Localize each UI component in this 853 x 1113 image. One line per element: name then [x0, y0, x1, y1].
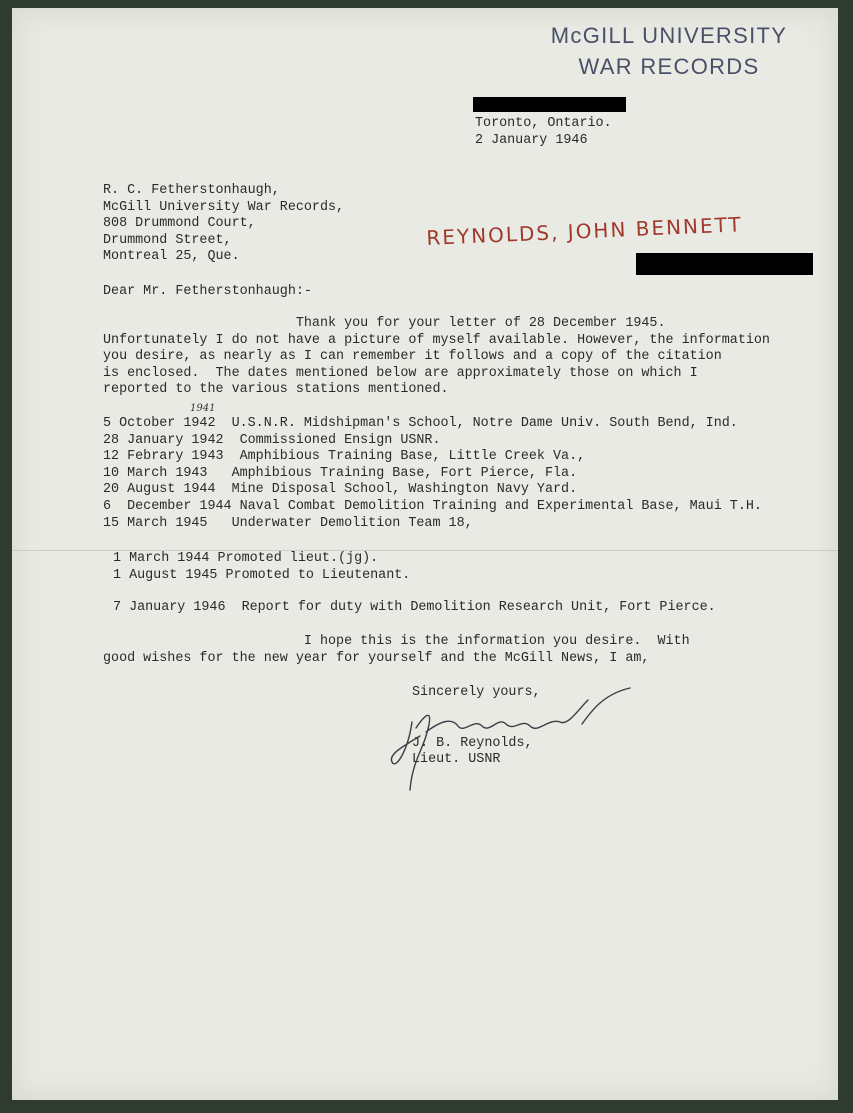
service-record-line: 28 January 1942 Commissioned Ensign USNR. — [103, 432, 441, 448]
letter-date: 2 January 1946 — [475, 133, 588, 148]
body-line: is enclosed. The dates mentioned below are approximately those on which I — [103, 365, 698, 381]
handwritten-year-correction: 1941 — [190, 403, 216, 414]
recipient-line: R. C. Fetherstonhaugh, — [103, 183, 280, 198]
closing-paragraph — [103, 634, 690, 667]
redaction-bar-top — [473, 97, 626, 112]
recipient-line: 808 Drummond Court, — [103, 216, 256, 232]
letter-page — [12, 8, 838, 1100]
body-line: Thank you for your letter of 28 December 1945. — [103, 316, 666, 331]
stamp-line-2: WAR RECORDS — [578, 54, 760, 79]
signer-rank: Lieut. USNR — [412, 752, 501, 767]
service-record-line: 5 October 1942 U.S.N.R. Midshipman's School, Notre Dame Univ. South Bend, Ind. — [103, 416, 738, 431]
sign-off: Sincerely yours, — [412, 685, 541, 700]
service-record-line: 10 March 1943 Amphibious Training Base, Fort Pierce, Fla. — [103, 465, 578, 481]
promotions-list — [113, 551, 410, 584]
promotion-line: 1 August 1945 Promoted to Lieutenant. — [113, 567, 411, 583]
sender-city: Toronto, Ontario. — [475, 116, 612, 131]
recipient-line: Montreal 25, Que. — [103, 249, 240, 265]
recipient-address — [103, 183, 344, 266]
closing-line: good wishes for the new year for yourself and the McGill News, I am, — [103, 650, 650, 666]
body-line: Unfortunately I do not have a picture of myself available. However, the information — [103, 332, 770, 348]
service-record-line: 20 August 1944 Mine Disposal School, Washington Navy Yard. — [103, 482, 578, 498]
handwritten-name-annotation: REYNOLDS, JOHN BENNETT — [425, 212, 744, 250]
signer-name: J. B. Reynolds, — [412, 736, 533, 751]
closing-line: I hope this is the information you desire. With — [103, 634, 690, 649]
recipient-line: Drummond Street, — [103, 232, 232, 248]
handwritten-signature — [382, 680, 632, 800]
salutation: Dear Mr. Fetherstonhaugh:- — [103, 284, 312, 299]
service-record-list — [103, 416, 762, 532]
redaction-bar-right — [636, 253, 813, 275]
recipient-line: McGill University War Records, — [103, 199, 345, 215]
body-line: you desire, as nearly as I can remember it follows and a copy of the citation — [103, 349, 722, 365]
service-record-line: 6 December 1944 Naval Combat Demolition Training and Experimental Base, Maui T.H. — [103, 498, 762, 514]
stamp-line-1: McGILL UNIVERSITY — [550, 23, 788, 48]
body-paragraph — [103, 316, 770, 399]
report-duty-line: 7 January 1946 Report for duty with Demolition Research Unit, Fort Pierce. — [113, 600, 716, 615]
promotion-line: 1 March 1944 Promoted lieut.(jg). — [113, 551, 379, 566]
war-records-stamp — [524, 20, 814, 82]
service-record-line: 12 Febrary 1943 Amphibious Training Base, Little Creek Va., — [103, 449, 586, 465]
body-line: reported to the various stations mentioned. — [103, 382, 449, 398]
service-record-line: 15 March 1945 Underwater Demolition Team 18, — [103, 515, 473, 531]
